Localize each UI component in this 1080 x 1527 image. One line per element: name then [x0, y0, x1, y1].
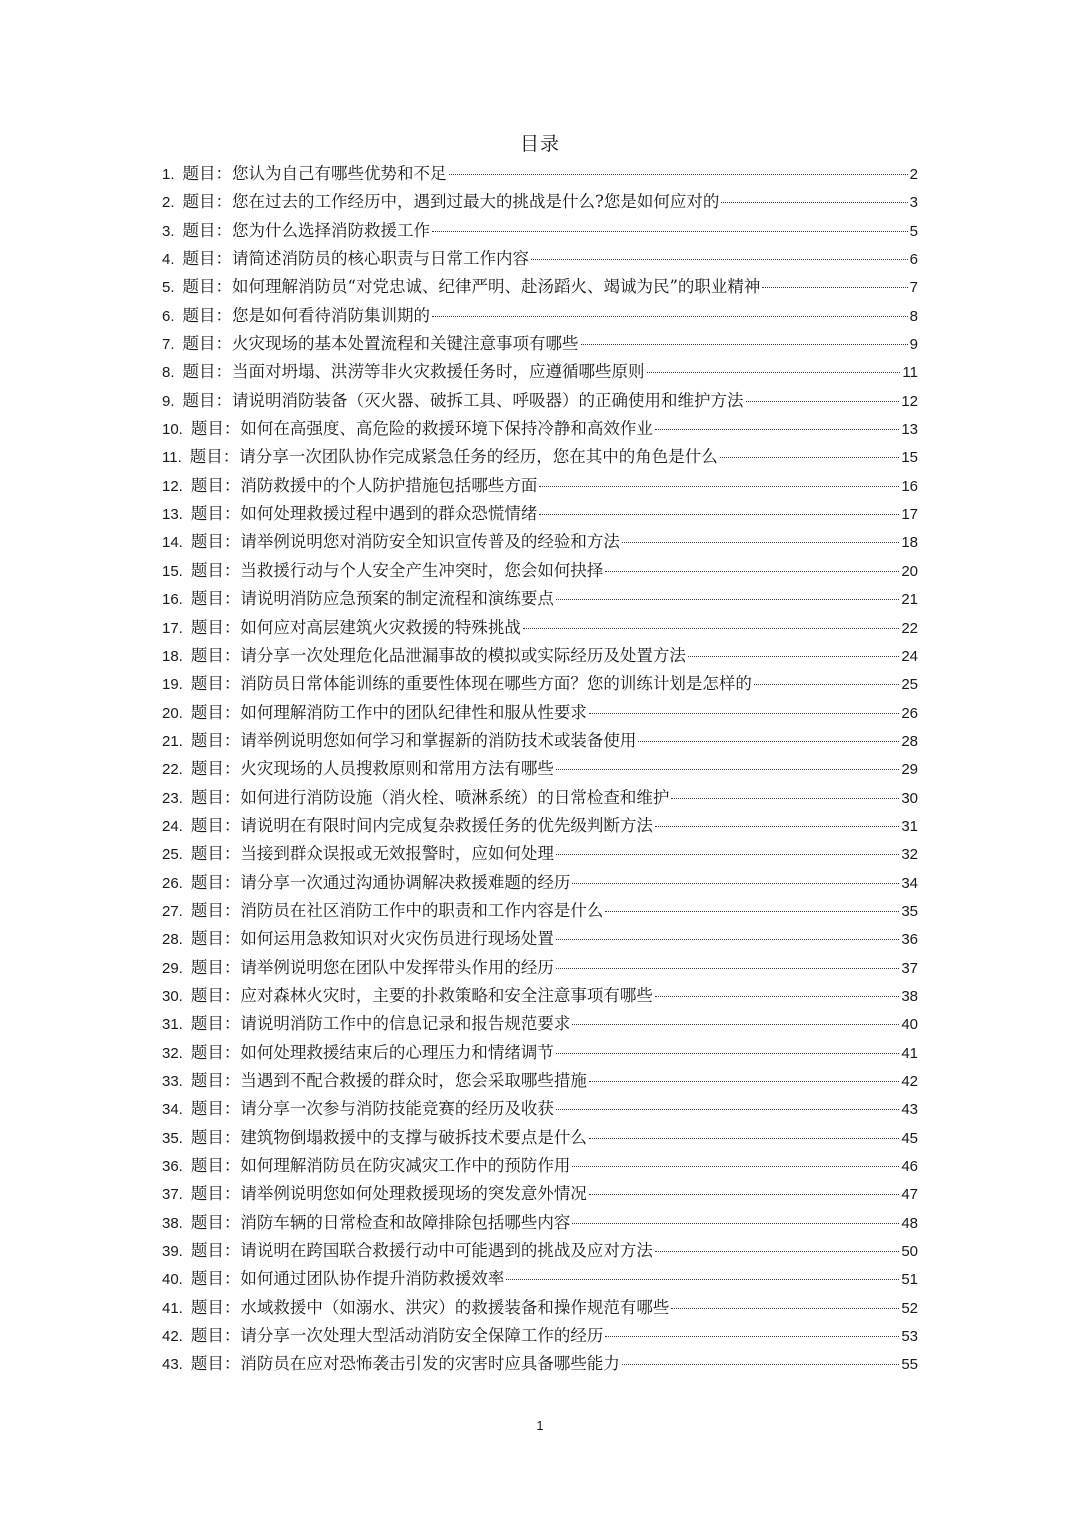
toc-entry-title: 如何进行消防设施（消火栓、喷淋系统）的日常检查和维护 [240, 787, 670, 807]
toc-entry-title: 请分享一次通过沟通协调解决救援难题的经历 [240, 872, 571, 892]
toc-entry-title: 火灾现场的基本处置流程和关键注意事项有哪些 [232, 334, 579, 354]
toc-dot-leader [622, 542, 899, 543]
toc-entry[interactable] [162, 614, 918, 642]
toc-dot-leader [432, 316, 908, 317]
toc-entry[interactable] [162, 840, 918, 868]
toc-entry-label: 题目： [190, 1156, 241, 1176]
toc-entry-title: 如何在高强度、高危险的救援环境下保持冷静和高效作业 [240, 419, 653, 439]
toc-entry-title: 请分享一次参与消防技能竞赛的经历及收获 [240, 1099, 554, 1119]
toc-entry-label: 题目： [190, 872, 241, 892]
toc-dot-leader [746, 401, 900, 402]
toc-entry-page: 48 [901, 1214, 918, 1232]
toc-dot-leader [589, 713, 899, 714]
toc-entry-page: 26 [901, 704, 918, 722]
toc-entry[interactable] [162, 727, 918, 755]
toc-entry-title: 如何应对高层建筑火灾救援的特殊挑战 [240, 617, 521, 637]
toc-entry-label: 题目： [190, 560, 241, 580]
toc-entry-label: 题目： [190, 787, 241, 807]
toc-entry[interactable] [162, 1180, 918, 1208]
toc-entry-number: 26. [162, 874, 183, 892]
toc-entry-number: 29. [162, 959, 183, 977]
toc-entry[interactable] [162, 784, 918, 812]
toc-entry-label: 题目： [182, 192, 233, 212]
toc-dot-leader [556, 769, 899, 770]
toc-dot-leader [539, 486, 899, 487]
toc-title: 目录 [519, 133, 560, 155]
toc-entry-number: 37. [162, 1186, 183, 1204]
toc-entry[interactable] [162, 1010, 918, 1038]
toc-entry-label: 题目： [190, 419, 241, 439]
toc-entry-title: 如何理解消防员“对党忠诚、纪律严明、赴汤蹈火、竭诚为民”的职业精神 [232, 277, 761, 297]
toc-entry[interactable] [162, 897, 918, 925]
toc-dot-leader [449, 174, 908, 175]
toc-entry-number: 7. [162, 336, 175, 354]
toc-dot-leader [605, 911, 899, 912]
toc-entry-title: 请分享一次处理大型活动消防安全保障工作的经历 [240, 1326, 604, 1346]
toc-entry[interactable] [162, 302, 918, 330]
toc-entry-label: 题目： [190, 532, 241, 552]
toc-entry-title: 您在过去的工作经历中，遇到过最大的挑战是什么?您是如何应对的 [232, 192, 720, 212]
toc-entry-number: 33. [162, 1073, 183, 1090]
toc-dot-leader [655, 1251, 899, 1252]
toc-entry-title: 您是如何看待消防集训期的 [232, 305, 431, 325]
toc-entry-label: 题目： [182, 277, 233, 297]
toc-entry-number: 2. [162, 194, 175, 212]
toc-dot-leader [589, 1081, 899, 1082]
toc-entry-title: 当面对坍塌、洪涝等非火灾救援任务时，应遵循哪些原则 [232, 362, 645, 382]
toc-entry-title: 请说明在跨国联合救援行动中可能遇到的挑战及应对方法 [240, 1241, 653, 1261]
toc-entry-number: 23. [162, 789, 183, 807]
toc-entry-page: 16 [901, 477, 918, 495]
toc-entry-label: 题目： [190, 617, 241, 637]
toc-entry-page: 15 [901, 449, 918, 467]
toc-entry-label: 题目： [182, 220, 233, 240]
toc-entry-label: 题目： [190, 1071, 241, 1090]
toc-entry-number: 16. [162, 591, 183, 609]
toc-entry-page: 3 [909, 194, 918, 212]
toc-dot-leader [572, 1024, 899, 1025]
toc-entry-title: 请说明消防工作中的信息记录和报告规范要求 [240, 1014, 571, 1034]
toc-entry-label: 题目： [190, 929, 241, 949]
toc-entry-page: 30 [901, 789, 918, 807]
toc-entry-page: 22 [901, 619, 918, 637]
toc-entry-title: 如何处理救援结束后的心理压力和情绪调节 [240, 1042, 554, 1062]
toc-entry-label: 题目： [190, 1212, 241, 1232]
toc-entry-page: 29 [901, 761, 918, 779]
toc-entry-number: 27. [162, 902, 183, 920]
toc-entry-number: 34. [162, 1101, 183, 1119]
toc-entry[interactable] [162, 699, 918, 727]
toc-entry-title: 如何通过团队协作提升消防救援效率 [240, 1269, 505, 1289]
toc-entry-number: 8. [162, 364, 175, 382]
toc-entry-title: 您为什么选择消防救援工作 [232, 220, 431, 240]
toc-entry-number: 28. [162, 931, 183, 949]
toc-entry-title: 消防员日常体能训练的重要性体现在哪些方面？您的训练计划是怎样的 [240, 674, 752, 694]
toc-entry-title: 消防员在应对恐怖袭击引发的灾害时应具备哪些能力 [240, 1354, 620, 1374]
toc-entry-title: 消防员在社区消防工作中的职责和工作内容是什么 [240, 900, 604, 920]
toc-dot-leader [432, 231, 908, 232]
toc-entry-title: 如何理解消防员在防灾减灾工作中的预防作用 [240, 1156, 571, 1176]
toc-dot-leader [754, 684, 899, 685]
toc-entry-label: 题目： [190, 985, 241, 1005]
toc-dot-leader [556, 1109, 899, 1110]
toc-entry-title: 应对森林火灾时，主要的扑救策略和安全注意事项有哪些 [240, 985, 653, 1005]
toc-entry-title: 当救援行动与个人安全产生冲突时，您会如何抉择 [240, 560, 604, 580]
toc-entry-page: 7 [909, 279, 918, 297]
toc-entry[interactable] [162, 330, 918, 358]
toc-entry-page: 31 [901, 817, 918, 835]
toc-entry-page: 55 [901, 1356, 918, 1374]
toc-dot-leader [556, 1053, 899, 1054]
toc-entry-number: 18. [162, 647, 183, 665]
toc-entry-page: 20 [901, 562, 918, 580]
toc-entry[interactable] [162, 160, 918, 188]
toc-entry-label: 题目： [190, 1042, 241, 1062]
toc-entry[interactable] [162, 954, 918, 982]
toc-entry-number: 3. [162, 222, 175, 240]
toc-entry-page: 32 [901, 846, 918, 864]
toc-entry-title: 如何理解消防工作中的团队纪律性和服从性要求 [240, 702, 587, 722]
toc-dot-leader [647, 372, 901, 373]
toc-entry-label: 题目： [182, 164, 233, 183]
toc-entry[interactable] [162, 1265, 918, 1293]
toc-entry-number: 36. [162, 1158, 183, 1176]
toc-entry-label: 题目： [190, 1014, 241, 1034]
toc-entry-page: 50 [901, 1243, 918, 1261]
toc-entry[interactable] [162, 869, 918, 897]
toc-entry-label: 题目： [190, 504, 241, 524]
toc-entry-label: 题目： [182, 390, 233, 410]
toc-entry-label: 题目： [182, 362, 233, 382]
toc-dot-leader [671, 1308, 899, 1309]
toc-entry-page: 8 [909, 307, 918, 325]
toc-entry-page: 52 [901, 1299, 918, 1317]
toc-entry-page: 5 [909, 222, 918, 240]
toc-entry-page: 41 [901, 1044, 918, 1062]
toc-entry[interactable] [162, 1152, 918, 1180]
toc-entry[interactable] [162, 812, 918, 840]
toc-entry-title: 水域救援中（如溺水、洪灾）的救援装备和操作规范有哪些 [240, 1297, 670, 1317]
toc-entry-title: 请分享一次处理危化品泄漏事故的模拟或实际经历及处置方法 [240, 645, 686, 665]
toc-entry-label: 题目： [190, 730, 241, 750]
toc-dot-leader [605, 1336, 899, 1337]
toc-entry[interactable] [162, 1095, 918, 1123]
toc-entry-number: 40. [162, 1271, 183, 1289]
toc-entry-number: 35. [162, 1129, 183, 1147]
toc-entry-page: 42 [901, 1073, 918, 1090]
toc-entry-page: 6 [909, 251, 918, 269]
toc-entry-label: 题目： [190, 674, 241, 694]
toc-entry-title: 当接到群众误报或无效报警时，应如何处理 [240, 844, 554, 864]
toc-dot-leader [539, 514, 899, 515]
toc-dot-leader [655, 429, 899, 430]
toc-entry[interactable] [162, 358, 918, 386]
toc-entry-number: 38. [162, 1214, 183, 1232]
toc-entry-label: 题目： [190, 957, 241, 977]
toc-entry-title: 请举例说明您对消防安全知识宣传普及的经验和方法 [240, 532, 620, 552]
toc-entry-number: 41. [162, 1299, 183, 1317]
toc-dot-leader [589, 1194, 899, 1195]
toc-entry-title: 消防救援中的个人防护措施包括哪些方面 [240, 475, 538, 495]
toc-entry[interactable] [162, 415, 918, 443]
toc-entry[interactable] [162, 500, 918, 528]
toc-entry-title: 如何处理救援过程中遇到的群众恐慌情绪 [240, 504, 538, 524]
toc-entry-number: 9. [162, 392, 175, 410]
toc-entry-label: 题目： [190, 1326, 241, 1346]
toc-entry-number: 6. [162, 307, 175, 325]
toc-dot-leader [556, 854, 899, 855]
toc-entry[interactable] [162, 1294, 918, 1322]
toc-entry-page: 2 [909, 166, 918, 183]
toc-dot-leader [720, 457, 900, 458]
toc-entry[interactable] [162, 217, 918, 245]
toc-entry-page: 24 [901, 647, 918, 665]
toc-entry-label: 题目： [190, 1241, 241, 1261]
toc-entry-page: 37 [901, 959, 918, 977]
toc-entry-label: 题目： [190, 645, 241, 665]
toc-entry[interactable] [162, 245, 918, 273]
toc-entry-number: 25. [162, 846, 183, 864]
toc-entry-title: 火灾现场的人员搜救原则和常用方法有哪些 [240, 759, 554, 779]
toc-dot-leader [638, 741, 899, 742]
toc-entry[interactable] [162, 585, 918, 613]
toc-entry-number: 24. [162, 817, 183, 835]
toc-entry-number: 43. [162, 1356, 183, 1374]
toc-entry[interactable] [162, 1067, 918, 1095]
toc-dot-leader [506, 1279, 899, 1280]
toc-entry-number: 17. [162, 619, 183, 637]
toc-entry-number: 19. [162, 676, 183, 694]
toc-entry-page: 38 [901, 987, 918, 1005]
toc-dot-leader [589, 1138, 899, 1139]
toc-entry-number: 42. [162, 1328, 183, 1346]
toc-entry-page: 43 [901, 1101, 918, 1119]
toc-dot-leader [556, 939, 899, 940]
toc-entry-number: 30. [162, 987, 183, 1005]
toc-entry[interactable] [162, 755, 918, 783]
toc-entry-number: 13. [162, 506, 183, 524]
toc-entry[interactable] [162, 188, 918, 216]
toc-entry-page: 46 [901, 1158, 918, 1176]
toc-dot-leader [572, 1223, 899, 1224]
toc-entry-label: 题目： [190, 1269, 241, 1289]
toc-entry-label: 题目： [182, 249, 233, 269]
toc-dot-leader [523, 628, 899, 629]
toc-entry[interactable] [162, 557, 918, 585]
toc-entry-title: 如何运用急救知识对火灾伤员进行现场处置 [240, 929, 554, 949]
toc-dot-leader [721, 202, 907, 203]
toc-entry-number: 12. [162, 477, 183, 495]
toc-entry-number: 14. [162, 534, 183, 552]
toc-entry-page: 25 [901, 676, 918, 694]
toc-entry-page: 47 [901, 1186, 918, 1204]
toc-entry[interactable] [162, 1350, 918, 1378]
toc-dot-leader [581, 344, 908, 345]
toc-entry-page: 45 [901, 1129, 918, 1147]
toc-entry[interactable] [162, 1039, 918, 1067]
toc-entry-title: 请说明消防装备（灭火器、破拆工具、呼吸器）的正确使用和维护方法 [232, 390, 744, 410]
toc-entry-number: 1. [162, 166, 175, 183]
toc-entry-title: 请举例说明您如何处理救援现场的突发意外情况 [240, 1184, 587, 1204]
toc-entry[interactable] [162, 982, 918, 1010]
toc-entry[interactable] [162, 1322, 918, 1350]
toc-entry[interactable] [162, 925, 918, 953]
toc-dot-leader [671, 798, 899, 799]
toc-entry-page: 36 [901, 931, 918, 949]
toc-entry[interactable] [162, 387, 918, 415]
toc-entry-number: 32. [162, 1044, 183, 1062]
toc-entry-page: 12 [901, 392, 918, 410]
toc-entry[interactable] [162, 1209, 918, 1237]
page-number: 1 [536, 1418, 544, 1433]
toc-entry-number: 20. [162, 704, 183, 722]
toc-entry-number: 5. [162, 279, 175, 297]
toc-entry-label: 题目： [190, 1127, 241, 1147]
toc-entry-page: 18 [901, 534, 918, 552]
toc-entry-page: 9 [909, 336, 918, 354]
toc-entry-title: 请举例说明您在团队中发挥带头作用的经历 [240, 957, 554, 977]
toc-entry-page: 51 [901, 1271, 918, 1289]
toc-entry-number: 15. [162, 562, 183, 580]
toc-entry-page: 35 [901, 902, 918, 920]
toc-entry-label: 题目： [190, 702, 241, 722]
toc-entry-number: 4. [162, 251, 175, 269]
toc-entry-label: 题目： [190, 1184, 241, 1204]
toc-entry-page: 13 [901, 421, 918, 439]
toc-entry-title: 消防车辆的日常检查和故障排除包括哪些内容 [240, 1212, 571, 1232]
toc-entry-label: 题目： [190, 759, 241, 779]
toc-entry-title: 请举例说明您如何学习和掌握新的消防技术或装备使用 [240, 730, 637, 750]
toc-entry-title: 请分享一次团队协作完成紧急任务的经历，您在其中的角色是什么 [239, 447, 718, 467]
toc-entry-page: 34 [901, 874, 918, 892]
toc-entry-title: 请简述消防员的核心职责与日常工作内容 [232, 249, 530, 269]
toc-entry-label: 题目： [182, 334, 233, 354]
toc-entry-title: 当遇到不配合救援的群众时，您会采取哪些措施 [240, 1071, 587, 1090]
toc-entry-label: 题目： [182, 305, 233, 325]
toc-dot-leader [572, 883, 899, 884]
toc-entry-number: 10. [162, 421, 183, 439]
toc-entry-title: 请说明消防应急预案的制定流程和演练要点 [240, 589, 554, 609]
toc-entry-label: 题目： [190, 1099, 241, 1119]
toc-entry[interactable] [162, 1237, 918, 1265]
toc-entry-label: 题目： [190, 900, 241, 920]
toc-entry[interactable] [162, 528, 918, 556]
toc-entry[interactable] [162, 642, 918, 670]
toc-dot-leader [556, 599, 899, 600]
toc-entry[interactable] [162, 670, 918, 698]
toc-entry[interactable] [162, 1124, 918, 1152]
toc-dot-leader [762, 287, 907, 288]
toc-dot-leader [572, 1166, 899, 1167]
toc-list [162, 160, 918, 1379]
toc-dot-leader [655, 996, 899, 997]
toc-entry-page: 17 [901, 506, 918, 524]
toc-entry-title: 请说明在有限时间内完成复杂救援任务的优先级判断方法 [240, 815, 653, 835]
toc-entry-page: 11 [902, 364, 918, 382]
toc-entry-label: 题目： [190, 589, 241, 609]
toc-entry-label: 题目： [190, 475, 241, 495]
toc-entry-label: 题目： [190, 815, 241, 835]
toc-entry-page: 40 [901, 1016, 918, 1034]
toc-entry-title: 建筑物倒塌救援中的支撑与破拆技术要点是什么 [240, 1127, 587, 1147]
toc-dot-leader [605, 571, 899, 572]
toc-dot-leader [688, 656, 899, 657]
toc-dot-leader [531, 259, 908, 260]
toc-entry-number: 21. [162, 732, 183, 750]
toc-entry[interactable] [162, 472, 918, 500]
toc-entry-number: 22. [162, 761, 183, 779]
toc-entry[interactable] [162, 273, 918, 301]
toc-entry-number: 31. [162, 1016, 183, 1034]
toc-entry-number: 39. [162, 1243, 183, 1261]
toc-entry-label: 题目： [190, 844, 241, 864]
toc-entry-label: 题目： [190, 1297, 241, 1317]
toc-entry[interactable] [162, 443, 918, 471]
toc-dot-leader [622, 1364, 899, 1365]
toc-entry-page: 53 [901, 1328, 918, 1346]
toc-entry-label: 题目： [190, 1354, 241, 1374]
toc-entry-title: 您认为自己有哪些优势和不足 [232, 164, 447, 183]
toc-entry-page: 21 [901, 591, 918, 609]
toc-dot-leader [556, 968, 899, 969]
toc-entry-number: 11. [162, 449, 182, 467]
toc-entry-page: 28 [901, 732, 918, 750]
toc-dot-leader [655, 826, 899, 827]
toc-entry-label: 题目： [189, 447, 240, 467]
